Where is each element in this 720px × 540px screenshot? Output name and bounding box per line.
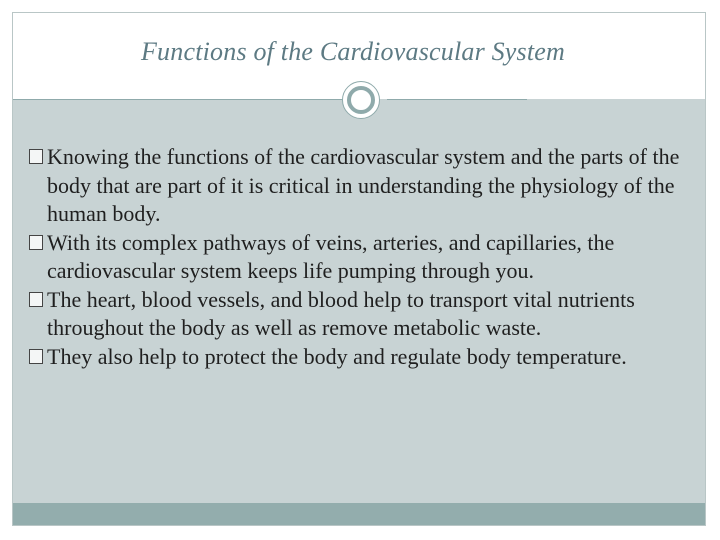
bullet-text: The heart, blood vessels, and blood help to transport vital nutrients throughout the body as well as remove metabolic waste. bbox=[47, 286, 635, 340]
content-area bbox=[13, 99, 705, 503]
title-divider-left bbox=[13, 99, 345, 100]
bullet-item bbox=[13, 143, 693, 229]
circle-ornament-ring bbox=[347, 86, 375, 114]
square-bullet-icon bbox=[29, 235, 43, 250]
bullet-text: Knowing the functions of the cardiovascular system and the parts of the body that are part of it is critical in understanding the physiology of the human body. bbox=[47, 144, 680, 226]
circle-ornament-icon bbox=[342, 81, 380, 119]
bullet-item bbox=[13, 229, 693, 286]
square-bullet-icon bbox=[29, 149, 43, 164]
title-divider-right bbox=[387, 99, 527, 100]
square-bullet-icon bbox=[29, 349, 43, 364]
bullet-item bbox=[13, 343, 693, 372]
bullet-text: They also help to protect the body and regulate body temperature. bbox=[47, 343, 627, 369]
bullet-text: With its complex pathways of veins, arteries, and capillaries, the cardiovascular system keeps life pumping through you. bbox=[47, 229, 615, 283]
bullet-item bbox=[13, 286, 693, 343]
slide bbox=[12, 12, 706, 526]
footer-bar bbox=[13, 503, 705, 525]
bullet-list bbox=[13, 143, 693, 371]
slide-title: Functions of the Cardiovascular System bbox=[140, 37, 566, 66]
square-bullet-icon bbox=[29, 292, 43, 307]
